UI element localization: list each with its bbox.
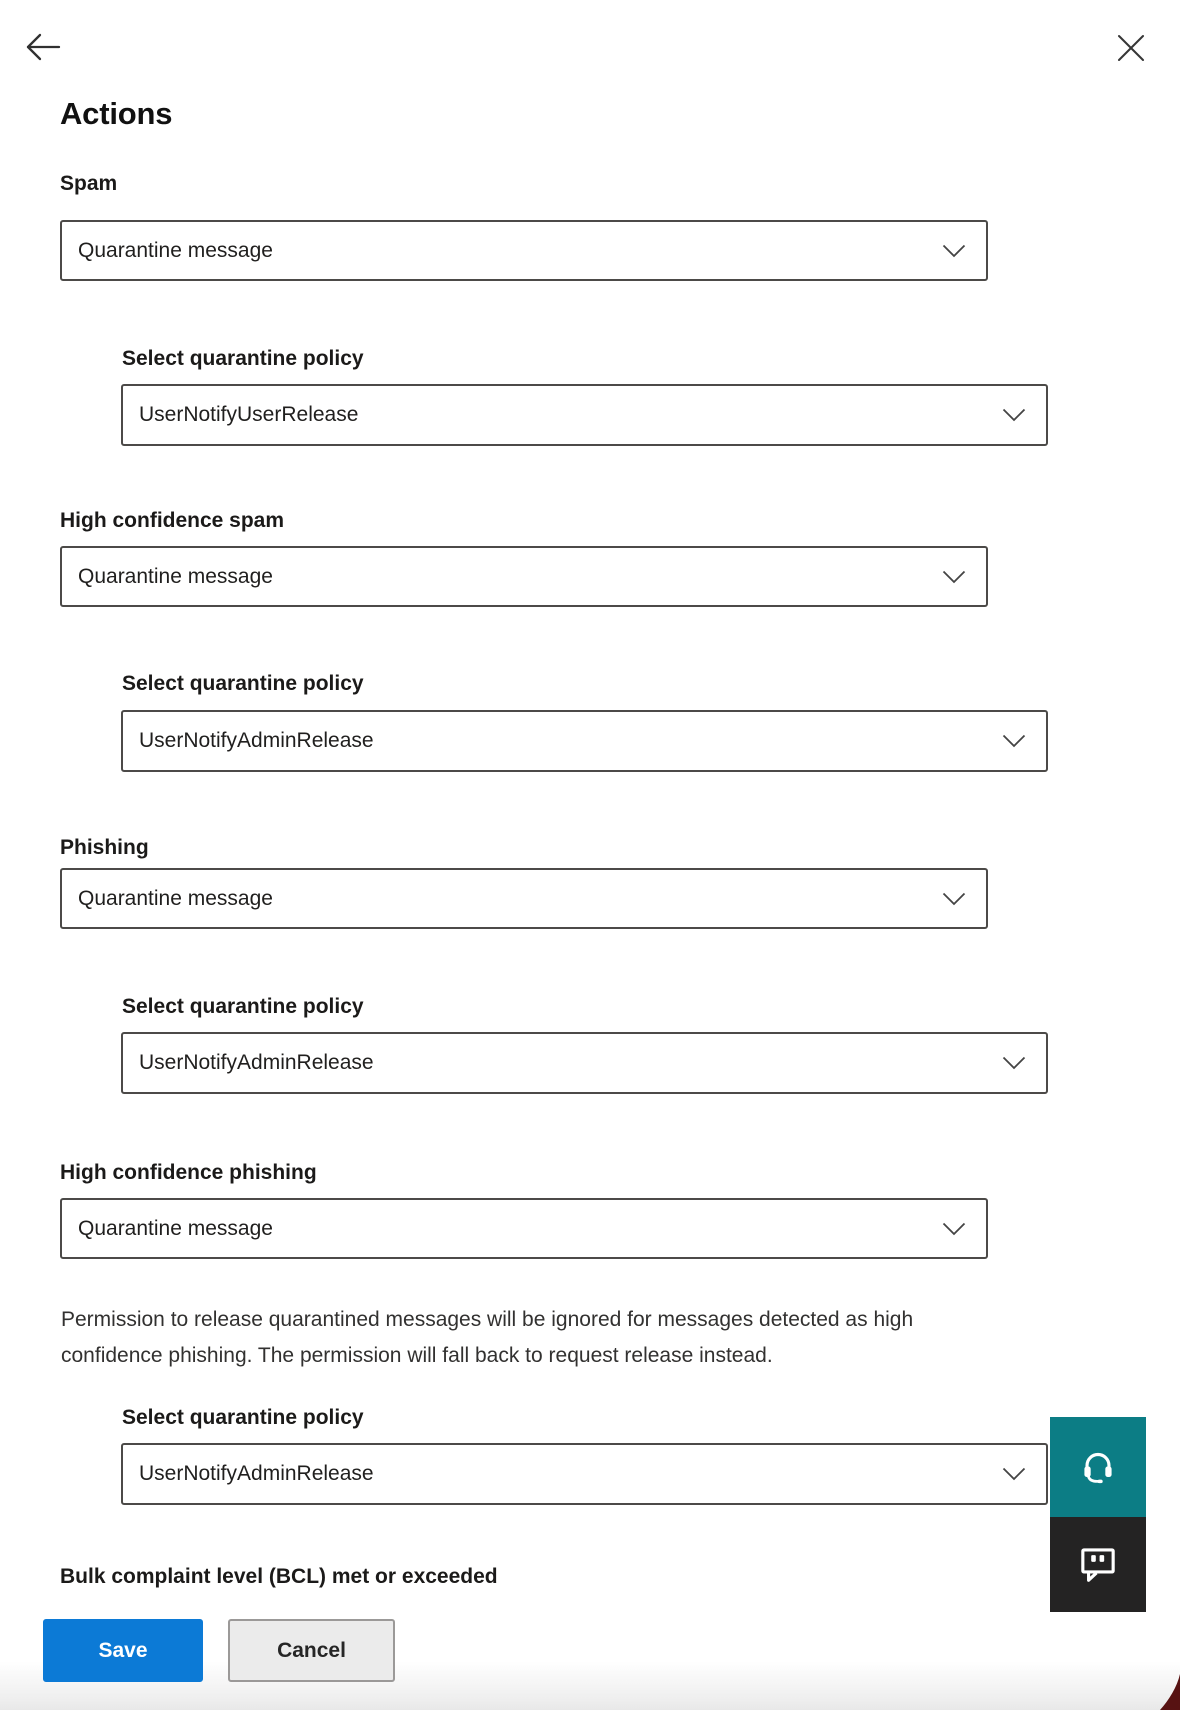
back-arrow-icon (23, 52, 63, 67)
high-confidence-phishing-policy-label: Select quarantine policy (122, 1406, 364, 1429)
spam-policy-value: UserNotifyUserRelease (139, 403, 359, 426)
high-confidence-spam-action-value: Quarantine message (78, 564, 273, 588)
chevron-down-icon (1002, 1467, 1026, 1481)
phishing-policy-value: UserNotifyAdminRelease (139, 1051, 374, 1074)
chevron-down-icon (942, 570, 966, 584)
spam-quarantine-policy-select[interactable] (121, 384, 1048, 446)
chevron-down-icon (1002, 1056, 1026, 1070)
feedback-button[interactable] (1050, 1517, 1146, 1612)
section-label-bulk-complaint-level: Bulk complaint level (BCL) met or exceeded (60, 1565, 498, 1588)
phishing-action-select[interactable] (60, 868, 988, 929)
spam-policy-label: Select quarantine policy (122, 347, 364, 370)
chevron-down-icon (942, 1222, 966, 1236)
phishing-quarantine-policy-select[interactable] (121, 1032, 1048, 1094)
section-label-high-confidence-phishing: High confidence phishing (60, 1161, 317, 1184)
section-label-spam: Spam (60, 172, 118, 195)
high-confidence-spam-policy-label: Select quarantine policy (122, 672, 364, 695)
corner-decoration (1160, 1674, 1180, 1710)
spam-action-select[interactable] (60, 220, 988, 281)
footer-bar (0, 1594, 1180, 1710)
support-button[interactable] (1050, 1417, 1146, 1517)
save-button[interactable]: Save (43, 1619, 203, 1682)
chat-icon (1075, 1540, 1121, 1589)
phishing-action-value: Quarantine message (78, 886, 273, 910)
high-confidence-phishing-quarantine-policy-select[interactable] (121, 1443, 1048, 1505)
back-button[interactable] (22, 28, 64, 66)
high-confidence-phishing-action-value: Quarantine message (78, 1216, 273, 1240)
section-label-phishing: Phishing (60, 836, 149, 859)
high-confidence-spam-quarantine-policy-select[interactable] (121, 710, 1048, 772)
close-button[interactable] (1114, 32, 1148, 64)
spam-action-value: Quarantine message (78, 238, 273, 262)
phishing-policy-label: Select quarantine policy (122, 995, 364, 1018)
chevron-down-icon (1002, 408, 1026, 422)
close-icon (1117, 50, 1145, 65)
high-confidence-spam-policy-value: UserNotifyAdminRelease (139, 729, 374, 752)
high-confidence-phishing-note: Permission to release quarantined messages will be ignored for messages detected as high confidence phishing. The permission will fall back to request release instead. (61, 1308, 914, 1367)
chevron-down-icon (1002, 734, 1026, 748)
high-confidence-phishing-action-select[interactable] (60, 1198, 988, 1259)
chevron-down-icon (942, 244, 966, 258)
high-confidence-phishing-policy-value: UserNotifyAdminRelease (139, 1462, 374, 1485)
headset-icon (1075, 1443, 1121, 1492)
page-title: Actions (60, 96, 173, 131)
high-confidence-spam-action-select[interactable] (60, 546, 988, 607)
section-label-high-confidence-spam: High confidence spam (60, 509, 285, 532)
chevron-down-icon (942, 892, 966, 906)
cancel-button[interactable]: Cancel (228, 1619, 395, 1682)
